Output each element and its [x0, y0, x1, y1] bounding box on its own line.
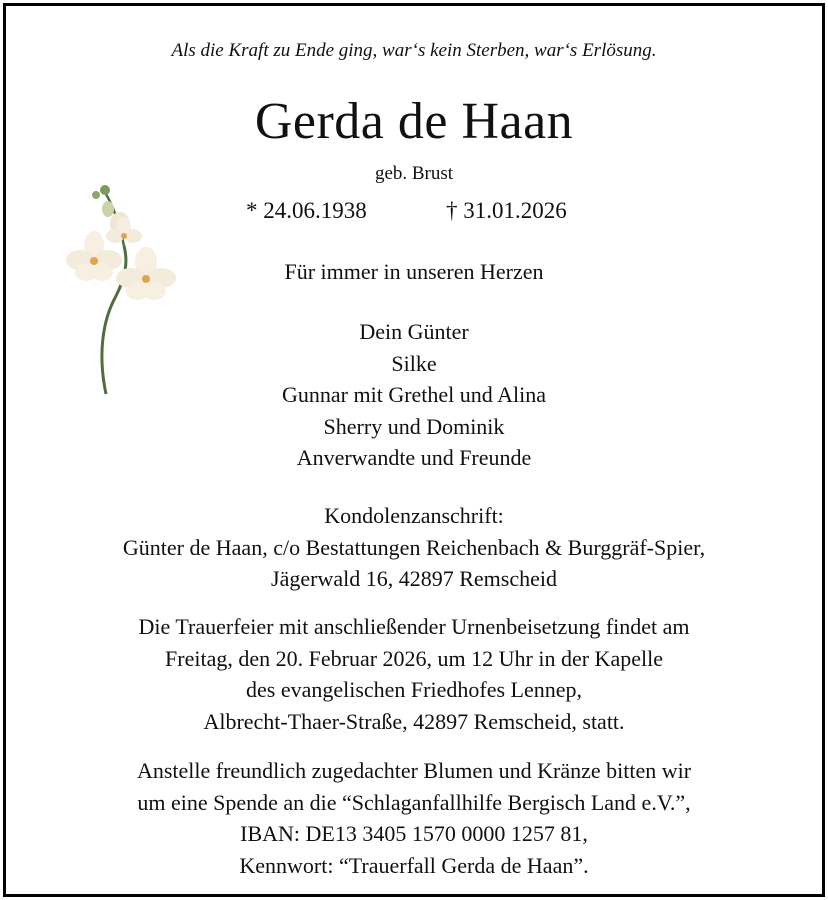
mourner-line: Silke: [391, 350, 437, 376]
donation-line: Kennwort: “Trauerfall Gerda de Haan”.: [239, 852, 589, 878]
maiden-name: geb. Brust: [374, 163, 454, 184]
obituary-notice: [3, 3, 825, 897]
ceremony-line: Die Trauerfeier mit anschließender Urnenbeisetzung findet am: [138, 614, 690, 639]
motto-quote: Als die Kraft zu Ende ging, war‘s kein Sterben, war‘s Erlösung.: [171, 40, 657, 61]
donation-line: IBAN: DE13 3405 1570 0000 1257 81,: [240, 821, 588, 846]
condolence-line: Jägerwald 16, 42897 Remscheid: [271, 566, 557, 591]
donation-request: [6, 755, 822, 881]
deceased-name: Gerda de Haan: [254, 93, 574, 150]
mourner-line: Dein Günter: [359, 319, 469, 344]
birth-date: * 24.06.1938: [246, 198, 367, 223]
donation-line: Anstelle freundlich zugedachter Blumen und Kränze bitten wir: [136, 758, 692, 783]
mourners-list: [6, 316, 822, 474]
mourner-line: Gunnar mit Grethel und Alina: [282, 382, 546, 407]
condolence-line: Kondolenzanschrift:: [324, 503, 504, 528]
donation-line: um eine Spende an die “Schlaganfallhilfe Bergisch Land e.V.”,: [137, 789, 691, 815]
condolence-line: Günter de Haan, c/o Bestattungen Reichenbach & Burggräf-Spier,: [122, 534, 706, 560]
condolence-address: [6, 500, 822, 595]
mourner-line: Anverwandte und Freunde: [296, 445, 532, 470]
ceremony-line: des evangelischen Friedhofes Lennep,: [246, 677, 582, 702]
ceremony-line: Albrecht-Thaer-Straße, 42897 Remscheid, statt.: [203, 708, 625, 734]
ceremony-line: Freitag, den 20. Februar 2026, um 12 Uhr in der Kapelle: [165, 645, 663, 671]
ceremony-info: [6, 611, 822, 737]
mourner-line: Sherry und Dominik: [323, 413, 505, 439]
sentiment-line: Für immer in unseren Herzen: [284, 259, 544, 284]
death-date: † 31.01.2026: [446, 198, 567, 223]
